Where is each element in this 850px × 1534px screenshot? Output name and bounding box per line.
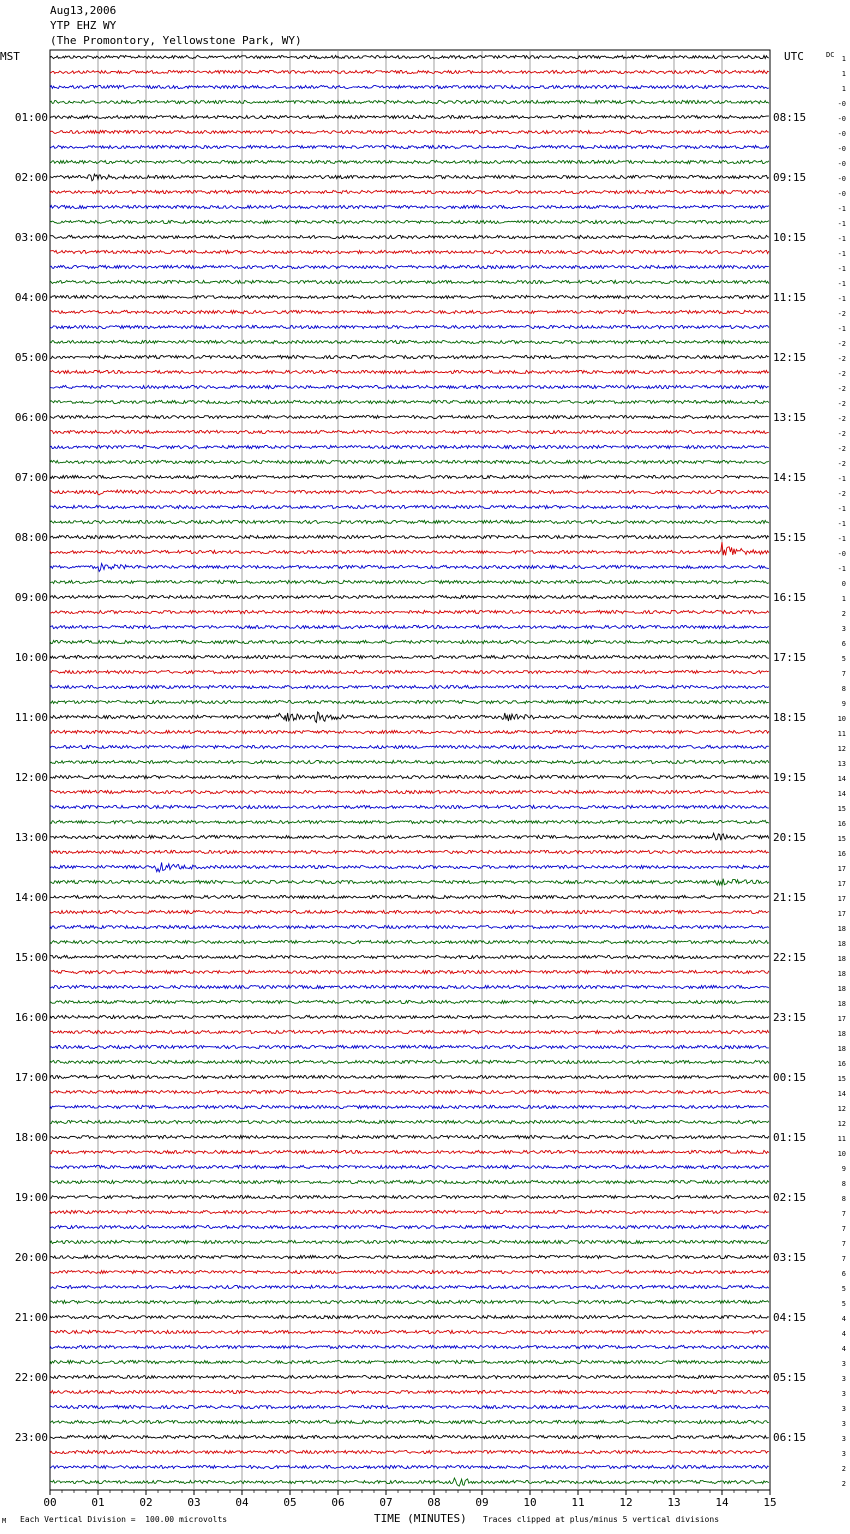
left-timezone: MST [0, 50, 20, 63]
trace-line [50, 325, 769, 328]
x-tick-label: 04 [235, 1496, 249, 1509]
dc-offset-label: -1 [837, 235, 846, 243]
right-hour-label: 23:15 [773, 1011, 807, 1024]
dc-offset-label: 17 [837, 865, 846, 873]
dc-offset-label: -2 [837, 370, 846, 378]
dc-offset-label: 6 [841, 1270, 846, 1278]
dc-offset-label: 3 [841, 1435, 846, 1443]
left-hour-label: 20:00 [14, 1251, 48, 1264]
trace-line [50, 820, 769, 823]
trace-line [50, 235, 769, 238]
right-hour-label: 15:15 [773, 531, 807, 544]
trace-line [50, 1405, 769, 1408]
trace-line [50, 1360, 769, 1363]
dc-offset-label: -2 [837, 385, 846, 393]
trace-line [50, 700, 769, 703]
trace-line [50, 1045, 769, 1048]
trace-line [50, 85, 769, 88]
trace-line [50, 610, 769, 613]
x-tick-label: 02 [139, 1496, 153, 1509]
trace-line [50, 1090, 769, 1093]
right-timezone: UTC [784, 50, 804, 63]
dc-offset-label: 18 [837, 1000, 846, 1008]
right-hour-label: 16:15 [773, 591, 807, 604]
dc-offset-label: -0 [837, 145, 846, 153]
dc-offset-label: -1 [837, 265, 846, 273]
dc-offset-label: -1 [837, 505, 846, 513]
left-hour-label: 01:00 [14, 111, 48, 124]
trace-line [50, 220, 769, 223]
trace-line [50, 775, 769, 778]
dc-offset-label: -0 [837, 160, 846, 168]
dc-offset-label: 13 [837, 760, 846, 768]
dc-offset-label: 8 [841, 1195, 846, 1203]
dc-offset-label: 15 [837, 805, 846, 813]
dc-offset-label: 7 [841, 1255, 846, 1263]
trace-line [50, 535, 769, 538]
dc-offset-label: 18 [837, 1045, 846, 1053]
trace-line [50, 55, 769, 58]
dc-offset-label: -2 [837, 445, 846, 453]
axis-labels [15, 55, 846, 1509]
left-hour-label: 14:00 [14, 891, 48, 904]
trace-line [50, 940, 769, 943]
trace-line [50, 1195, 769, 1198]
right-hour-label: 19:15 [773, 771, 807, 784]
dc-offset-label: 5 [841, 1300, 846, 1308]
dc-offset-label: 0 [841, 580, 846, 588]
left-hour-label: 05:00 [14, 351, 48, 364]
dc-offset-label: 18 [837, 970, 846, 978]
x-tick-label: 12 [619, 1496, 633, 1509]
trace-line [50, 1255, 769, 1258]
trace-line [50, 1240, 769, 1243]
dc-offset-label: 6 [841, 640, 846, 648]
dc-offset-label: -2 [837, 355, 846, 363]
dc-offset-label: -1 [837, 475, 846, 483]
dc-offset-label: -2 [837, 460, 846, 468]
station-code: YTP EHZ WY [50, 19, 117, 32]
dc-offset-label: 2 [841, 1465, 846, 1473]
trace-line [50, 280, 769, 283]
x-tick-label: 06 [331, 1496, 345, 1509]
left-hour-label: 23:00 [14, 1431, 48, 1444]
dc-offset-label: 1 [841, 70, 846, 78]
trace-line [50, 415, 769, 418]
right-hour-label: 04:15 [773, 1311, 807, 1324]
dc-offset-label: 5 [841, 1285, 846, 1293]
left-hour-label: 21:00 [14, 1311, 48, 1324]
dc-offset-label: 2 [841, 1480, 846, 1488]
trace-line [50, 370, 769, 373]
trace-line [50, 985, 769, 988]
trace-line [50, 475, 769, 478]
right-hour-label: 21:15 [773, 891, 807, 904]
dc-offset-label: -2 [837, 400, 846, 408]
dc-offset-label: 10 [837, 715, 846, 723]
dc-offset-label: 2 [841, 610, 846, 618]
dc-offset-label: 14 [837, 775, 846, 783]
dc-offset-label: -0 [837, 550, 846, 558]
right-hour-label: 10:15 [773, 231, 807, 244]
left-hour-label: 13:00 [14, 831, 48, 844]
dc-offset-label: 8 [841, 685, 846, 693]
trace-line [50, 1330, 769, 1333]
trace-line [50, 955, 769, 958]
trace-line [50, 1375, 769, 1378]
dc-offset-label: 12 [837, 1120, 846, 1128]
trace-line [50, 1450, 769, 1453]
trace-line [50, 1075, 769, 1078]
trace-line [50, 790, 769, 793]
trace-line [50, 70, 769, 73]
left-hour-label: 10:00 [14, 651, 48, 664]
trace-line [50, 100, 769, 103]
trace-line [50, 1135, 769, 1138]
trace-line [50, 115, 769, 118]
dc-offset-label: 1 [841, 595, 846, 603]
trace-line [50, 1420, 769, 1423]
trace-line [50, 310, 769, 313]
dc-offset-label: 8 [841, 1180, 846, 1188]
trace-line [50, 730, 769, 733]
trace-line [50, 490, 769, 495]
dc-offset-label: 3 [841, 625, 846, 633]
trace-line [50, 879, 769, 886]
dc-offset-label: 12 [837, 745, 846, 753]
trace-line [50, 625, 769, 628]
trace-line [50, 295, 769, 298]
trace-line [50, 1150, 769, 1153]
trace-line [50, 745, 769, 748]
dc-offset-label: -1 [837, 205, 846, 213]
dc-offset-label: -1 [837, 520, 846, 528]
trace-line [50, 385, 769, 388]
trace-line [50, 355, 769, 358]
right-hour-label: 03:15 [773, 1251, 807, 1264]
dc-offset-label: -1 [837, 535, 846, 543]
dc-header: DC [826, 51, 835, 59]
right-hour-label: 00:15 [773, 1071, 807, 1084]
dc-offset-label: -1 [837, 295, 846, 303]
dc-offset-label: 1 [841, 55, 846, 63]
left-hour-label: 12:00 [14, 771, 48, 784]
dc-offset-label: 16 [837, 820, 846, 828]
x-tick-label: 10 [523, 1496, 537, 1509]
trace-line [50, 1015, 769, 1018]
dc-offset-label: -0 [837, 100, 846, 108]
dc-offset-label: -0 [837, 130, 846, 138]
right-hour-label: 20:15 [773, 831, 807, 844]
trace-line [50, 862, 769, 871]
dc-offset-label: 18 [837, 925, 846, 933]
trace-line [50, 833, 769, 840]
station-location: (The Promontory, Yellowstone Park, WY) [50, 34, 302, 47]
dc-offset-label: 9 [841, 1165, 846, 1173]
x-axis-title: TIME (MINUTES) [374, 1512, 467, 1525]
dc-offset-label: -1 [837, 565, 846, 573]
dc-offset-label: 4 [841, 1330, 846, 1338]
x-tick-label: 00 [43, 1496, 57, 1509]
x-tick-label: 11 [571, 1496, 585, 1509]
trace-line [50, 1465, 769, 1468]
dc-offset-label: -1 [837, 220, 846, 228]
trace-line [50, 712, 769, 722]
trace-line [50, 542, 769, 555]
trace-line [50, 190, 769, 193]
left-hour-label: 08:00 [14, 531, 48, 544]
left-hour-label: 18:00 [14, 1131, 48, 1144]
trace-line [50, 685, 769, 688]
trace-line [50, 445, 769, 448]
x-tick-label: 05 [283, 1496, 297, 1509]
right-hour-label: 06:15 [773, 1431, 807, 1444]
trace-line [50, 1180, 769, 1183]
dc-offset-label: 3 [841, 1450, 846, 1458]
dc-offset-label: 5 [841, 655, 846, 663]
x-tick-label: 07 [379, 1496, 393, 1509]
dc-offset-label: 17 [837, 910, 846, 918]
x-tick-label: 13 [667, 1496, 681, 1509]
trace-line [50, 1030, 769, 1033]
trace-line [50, 340, 769, 343]
trace-line [50, 595, 769, 598]
right-hour-label: 12:15 [773, 351, 807, 364]
dc-offset-label: 16 [837, 1060, 846, 1068]
trace-line [50, 970, 769, 973]
right-hour-label: 11:15 [773, 291, 807, 304]
dc-offset-label: 10 [837, 1150, 846, 1158]
dc-offset-label: 4 [841, 1345, 846, 1353]
left-hour-label: 16:00 [14, 1011, 48, 1024]
dc-offset-label: 18 [837, 1030, 846, 1038]
trace-line [50, 1225, 769, 1228]
dc-offset-label: 7 [841, 1225, 846, 1233]
x-tick-label: 09 [475, 1496, 489, 1509]
dc-offset-label: -2 [837, 415, 846, 423]
dc-offset-label: 15 [837, 1075, 846, 1083]
left-hour-label: 17:00 [14, 1071, 48, 1084]
trace-line [50, 895, 769, 898]
dc-offset-label: 14 [837, 790, 846, 798]
dc-offset-label: -1 [837, 250, 846, 258]
right-hour-label: 08:15 [773, 111, 807, 124]
left-hour-label: 03:00 [14, 231, 48, 244]
dc-offset-label: 9 [841, 700, 846, 708]
trace-line [50, 430, 769, 433]
clip-note: Traces clipped at plus/minus 5 vertical divisions [483, 1515, 720, 1524]
trace-line [50, 925, 769, 928]
trace-line [50, 563, 769, 571]
left-hour-label: 22:00 [14, 1371, 48, 1384]
trace-line [50, 265, 769, 268]
dc-offset-label: 16 [837, 850, 846, 858]
trace-line [50, 805, 769, 808]
dc-offset-label: -1 [837, 280, 846, 288]
trace-line [50, 1300, 769, 1303]
dc-offset-label: 3 [841, 1390, 846, 1398]
dc-offset-label: 7 [841, 1240, 846, 1248]
left-hour-label: 06:00 [14, 411, 48, 424]
trace-line [50, 1165, 769, 1168]
trace-line [50, 1390, 769, 1393]
right-hour-label: 13:15 [773, 411, 807, 424]
trace-line [50, 1120, 769, 1123]
dc-offset-label: 11 [837, 730, 846, 738]
trace-line [50, 1315, 769, 1318]
dc-offset-label: 3 [841, 1420, 846, 1428]
dc-offset-label: 17 [837, 880, 846, 888]
x-tick-label: 14 [715, 1496, 729, 1509]
left-hour-label: 07:00 [14, 471, 48, 484]
trace-line [50, 670, 769, 673]
trace-line [50, 205, 769, 208]
right-hour-label: 14:15 [773, 471, 807, 484]
dc-offset-label: 3 [841, 1375, 846, 1383]
plot-date: Aug13,2006 [50, 4, 117, 17]
trace-line [50, 145, 769, 148]
dc-offset-label: 18 [837, 985, 846, 993]
dc-offset-label: -2 [837, 340, 846, 348]
x-tick-label: 03 [187, 1496, 201, 1509]
trace-line [50, 580, 769, 583]
right-hour-label: 09:15 [773, 171, 807, 184]
trace-line [50, 400, 769, 403]
dc-offset-label: -2 [837, 310, 846, 318]
trace-line [50, 1105, 769, 1108]
dc-offset-label: 3 [841, 1360, 846, 1368]
right-hour-label: 01:15 [773, 1131, 807, 1144]
trace-line [50, 760, 769, 763]
trace-line [50, 1060, 769, 1063]
dc-offset-label: 18 [837, 955, 846, 963]
left-hour-label: 15:00 [14, 951, 48, 964]
trace-line [50, 174, 769, 181]
scale-note: Each Vertical Division = 100.00 microvolts [20, 1515, 228, 1524]
dc-offset-label: -2 [837, 430, 846, 438]
right-hour-label: 02:15 [773, 1191, 807, 1204]
dc-offset-label: -0 [837, 190, 846, 198]
trace-line [50, 1210, 769, 1213]
dc-offset-label: 4 [841, 1315, 846, 1323]
dc-offset-label: 14 [837, 1090, 846, 1098]
trace-line [50, 910, 769, 913]
dc-offset-label: 17 [837, 1015, 846, 1023]
dc-offset-label: 7 [841, 670, 846, 678]
plot-frame [50, 50, 770, 1490]
right-hour-label: 22:15 [773, 951, 807, 964]
trace-line [50, 640, 769, 643]
left-hour-label: 02:00 [14, 171, 48, 184]
trace-line [50, 520, 769, 523]
trace-line [50, 655, 769, 658]
left-hour-label: 04:00 [14, 291, 48, 304]
trace-line [50, 1345, 769, 1348]
corner-mark: M [2, 1517, 7, 1525]
dc-offset-label: 18 [837, 940, 846, 948]
right-hour-label: 05:15 [773, 1371, 807, 1384]
dc-offset-label: -0 [837, 115, 846, 123]
dc-offset-label: 11 [837, 1135, 846, 1143]
x-tick-label: 01 [91, 1496, 105, 1509]
trace-line [50, 1285, 769, 1288]
x-tick-label: 08 [427, 1496, 441, 1509]
trace-line [50, 1435, 769, 1438]
left-hour-label: 19:00 [14, 1191, 48, 1204]
right-hour-label: 17:15 [773, 651, 807, 664]
trace-line [50, 250, 769, 253]
trace-line [50, 1270, 769, 1273]
dc-offset-label: -0 [837, 175, 846, 183]
trace-line [50, 850, 769, 853]
dc-offset-label: -1 [837, 325, 846, 333]
left-hour-label: 11:00 [14, 711, 48, 724]
trace-line [50, 1478, 769, 1486]
dc-offset-label: 17 [837, 895, 846, 903]
seismic-traces [50, 55, 769, 1486]
left-hour-label: 09:00 [14, 591, 48, 604]
dc-offset-label: -2 [837, 490, 846, 498]
dc-offset-label: 7 [841, 1210, 846, 1218]
dc-offset-label: 12 [837, 1105, 846, 1113]
trace-line [50, 160, 769, 163]
right-hour-label: 18:15 [773, 711, 807, 724]
trace-line [50, 505, 769, 508]
dc-offset-label: 15 [837, 835, 846, 843]
trace-line [50, 130, 769, 133]
trace-line [50, 460, 769, 463]
trace-line [50, 1000, 769, 1003]
x-tick-label: 15 [763, 1496, 777, 1509]
dc-offset-label: 1 [841, 85, 846, 93]
dc-offset-label: 3 [841, 1405, 846, 1413]
